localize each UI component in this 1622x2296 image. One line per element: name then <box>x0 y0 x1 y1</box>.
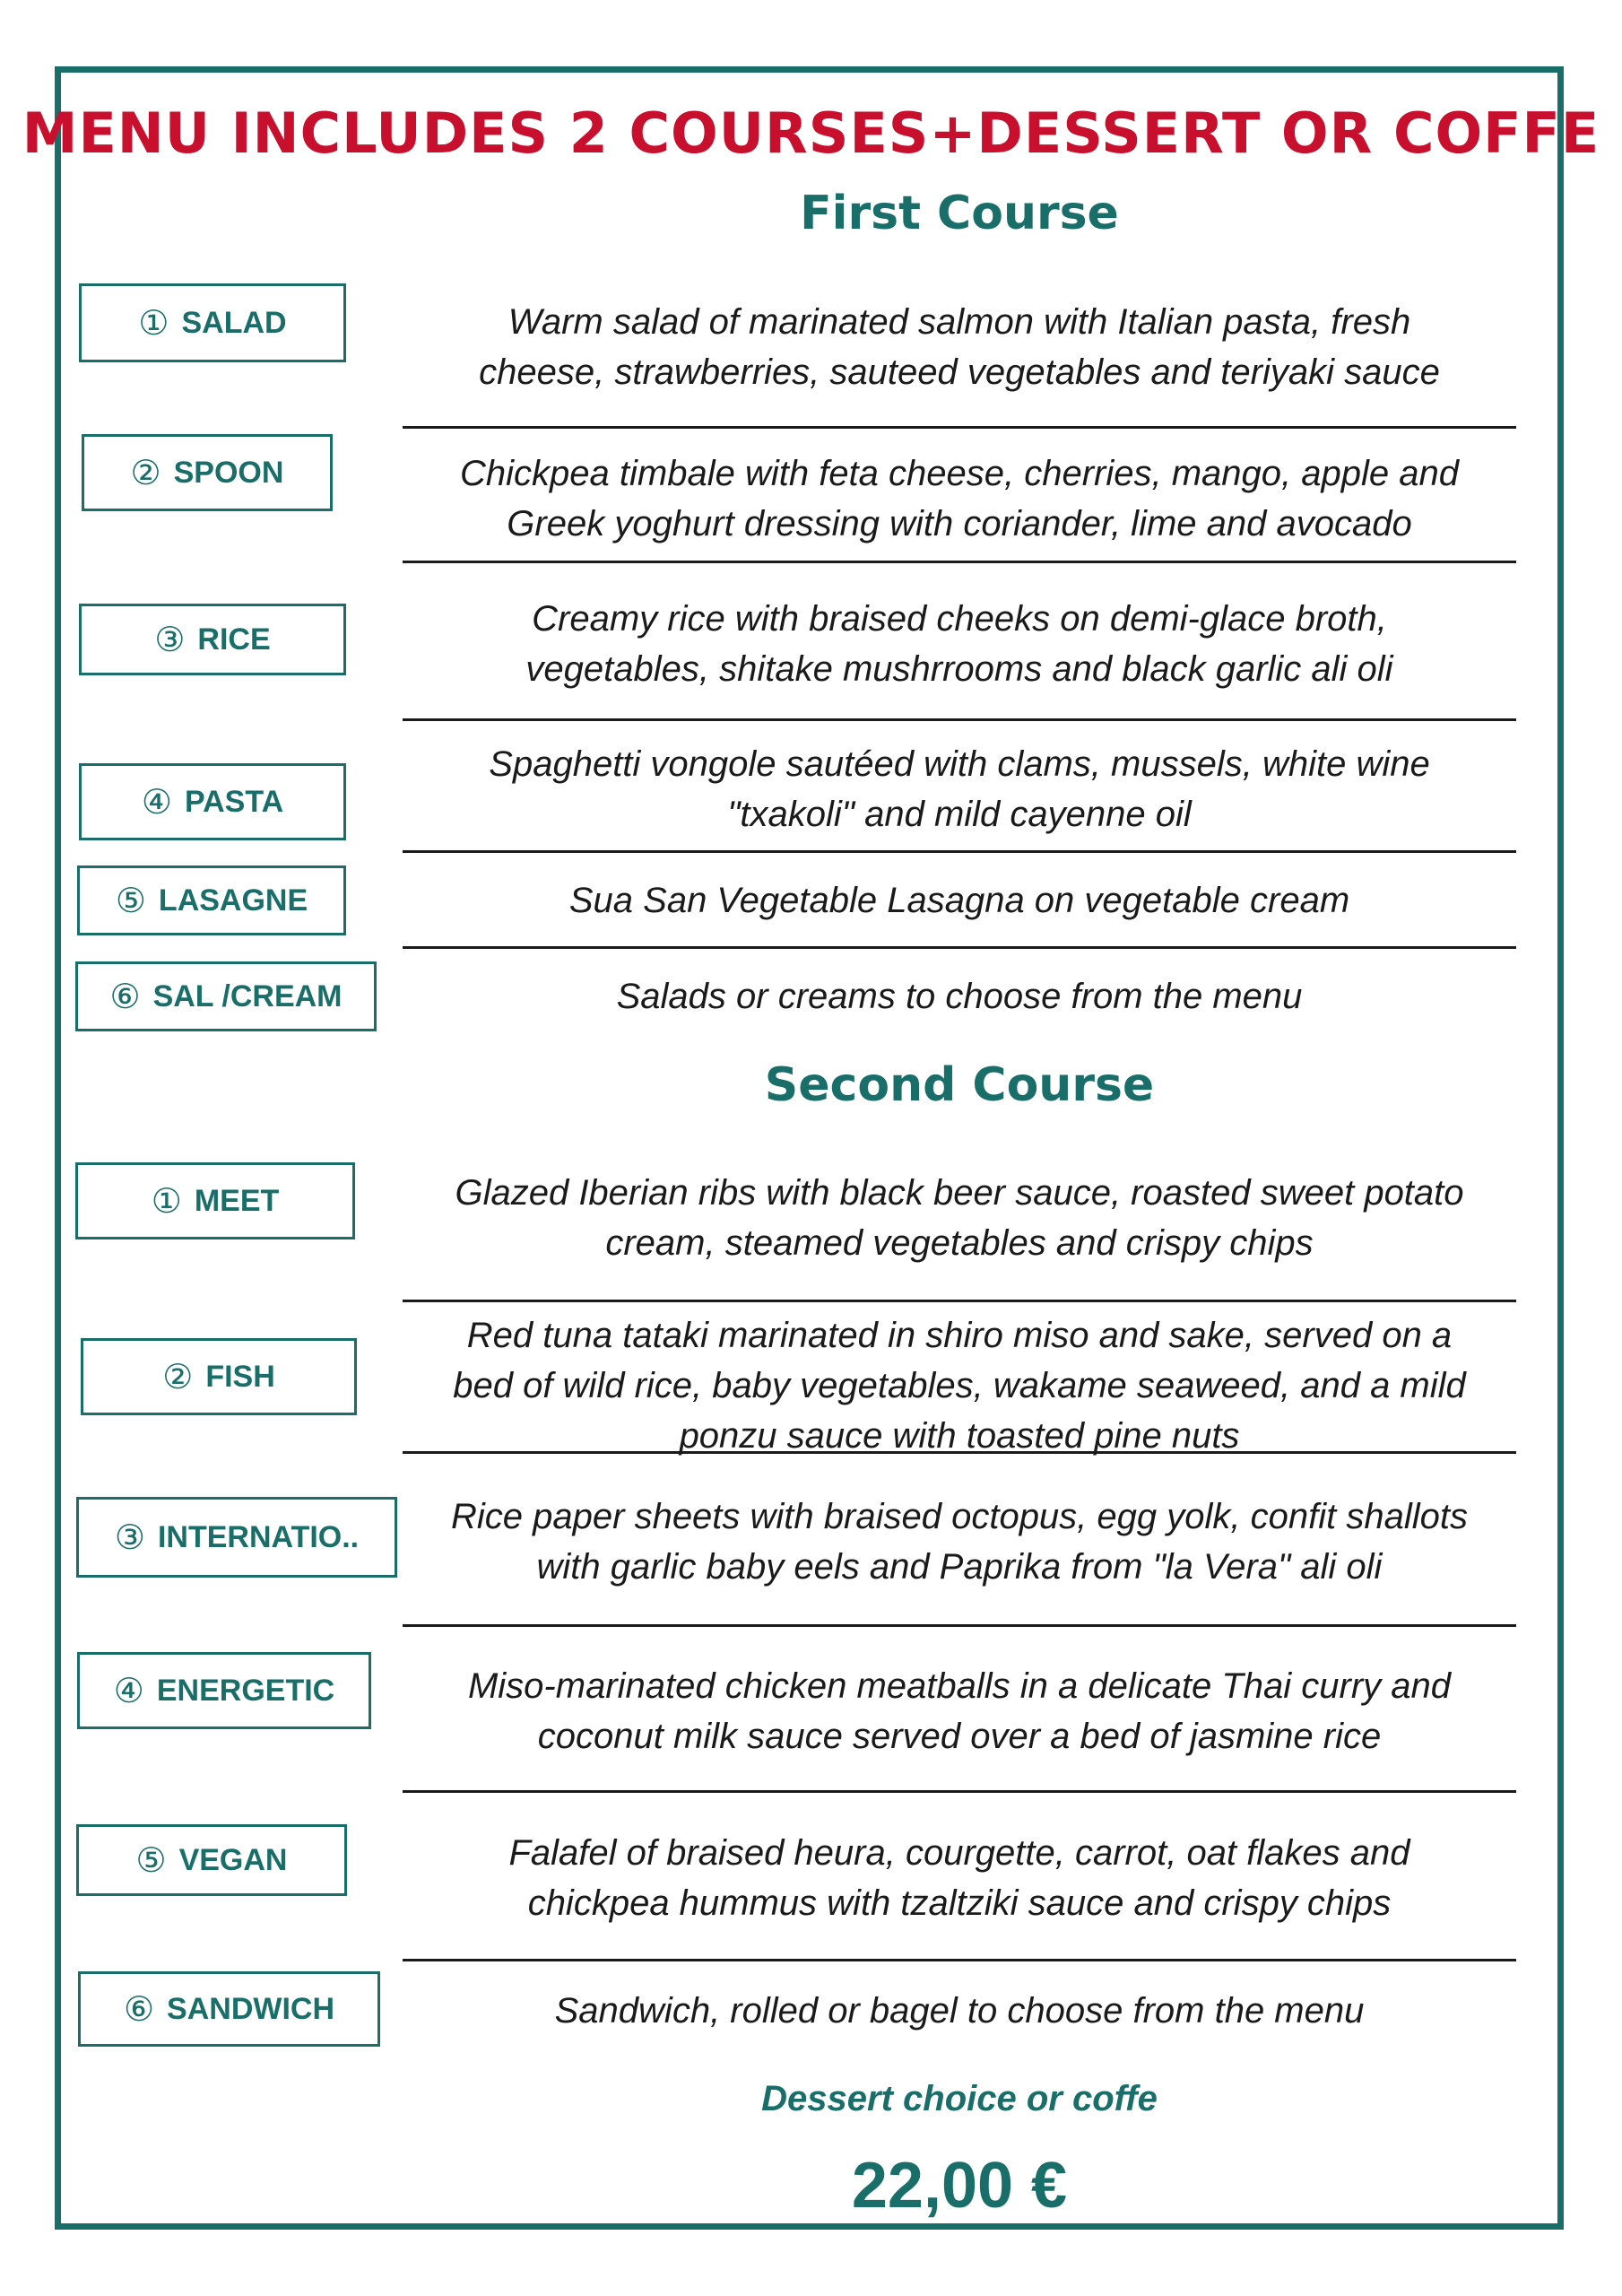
divider <box>403 1624 1516 1627</box>
number-badge: ③ <box>114 1518 145 1557</box>
tag-label: PASTA <box>184 784 284 819</box>
tag-label: SPOON <box>173 455 284 490</box>
second-course-desc-meet: Glazed Iberian ribs with black beer sauce, roasted sweet potato cream, steamed vegetables and crispy chips <box>455 1173 1464 1263</box>
number-badge: ② <box>162 1358 194 1396</box>
tag-label: SALAD <box>181 305 287 340</box>
tag-label: INTERNATIO.. <box>157 1519 360 1554</box>
second-course-desc-energetic: Miso-marinated chicken meatballs in a delicate Thai curry and coconut milk sauce served over a bed of jasmine rice <box>467 1666 1452 1756</box>
second-course-desc-fish: Red tuna tataki marinated in shiro miso and sake, served on a bed of wild rice, baby vegetables, wakame seaweed, and a mild ponzu sauce with toasted pine nuts <box>453 1316 1466 1456</box>
menu-price: 22,00 € <box>851 2150 1068 2222</box>
number-badge: ⑤ <box>115 882 146 920</box>
first-course-desc-lasagne: Sua San Vegetable Lasagna on vegetable cream <box>568 881 1350 920</box>
second-course-tag-meet <box>75 1162 355 1239</box>
number-badge: ⑥ <box>123 1990 155 2029</box>
number-badge: ② <box>130 454 161 492</box>
tag-label: ENERGETIC <box>156 1673 335 1708</box>
first-course-desc-sal-cream: Salads or creams to choose from the menu <box>616 977 1303 1016</box>
second-course-tag-energetic <box>77 1652 371 1729</box>
tag-label: MEET <box>194 1183 280 1218</box>
divider <box>403 1300 1516 1302</box>
second-course-tag-international <box>76 1497 397 1578</box>
number-badge: ④ <box>141 783 172 822</box>
tag-label: LASAGNE <box>158 883 308 918</box>
number-badge: ③ <box>154 621 186 659</box>
first-course-heading: First Course <box>800 187 1119 240</box>
divider <box>403 946 1516 949</box>
divider <box>403 850 1516 853</box>
second-course-desc-sandwich: Sandwich, rolled or bagel to choose from the menu <box>554 1991 1365 2031</box>
number-badge: ⑤ <box>135 1841 167 1880</box>
first-course-tag-lasagne <box>77 865 346 935</box>
divider <box>403 561 1516 563</box>
first-course-desc-spoon: Chickpea timbale with feta cheese, cherries, mango, apple and Greek yoghurt dressing with coriander, lime and avocado <box>460 454 1459 544</box>
dessert-note: Dessert choice or coffe <box>761 2079 1158 2118</box>
divider <box>403 1790 1516 1793</box>
divider <box>403 718 1516 721</box>
tag-label: SANDWICH <box>167 1991 335 2026</box>
second-course-heading: Second Course <box>764 1058 1155 1112</box>
second-course-desc-vegan: Falafel of braised heura, courgette, carrot, oat flakes and chickpea hummus with tzaltziki sauce and crispy chips <box>508 1833 1410 1923</box>
tag-label: SAL /CREAM <box>152 978 343 1013</box>
first-course-desc-rice: Creamy rice with braised cheeks on demi-glace broth, vegetables, shitake mushrrooms and black garlic ali oli <box>525 599 1393 689</box>
divider <box>403 426 1516 429</box>
second-course-tag-vegan <box>76 1824 347 1896</box>
divider <box>403 1451 1516 1454</box>
first-course-desc-salad: Warm salad of marinated salmon with Italian pasta, fresh cheese, strawberries, sauteed vegetables and teriyaki sauce <box>479 302 1440 392</box>
first-course-desc-pasta: Spaghetti vongole sautéed with clams, mussels, white wine "txakoli" and mild cayenne oil <box>489 744 1430 834</box>
divider <box>403 1959 1516 1961</box>
number-badge: ① <box>151 1182 182 1221</box>
first-course-tag-salad <box>79 283 346 362</box>
number-badge: ⑥ <box>109 978 141 1016</box>
second-course-desc-international: Rice paper sheets with braised octopus, egg yolk, confit shallots with garlic baby eels and Paprika from "la Vera" ali oli <box>451 1497 1468 1587</box>
second-course-tag-fish <box>81 1338 357 1415</box>
menu-title: MENU INCLUDES 2 COURSES+DESSERT OR COFFE <box>22 100 1600 166</box>
number-badge: ① <box>138 304 169 343</box>
first-course-tag-pasta <box>79 763 346 840</box>
tag-label: RICE <box>197 622 271 657</box>
first-course-tag-spoon <box>82 434 333 511</box>
number-badge: ④ <box>113 1672 144 1710</box>
tag-label: FISH <box>205 1359 275 1394</box>
tag-label: VEGAN <box>178 1842 288 1877</box>
first-course-tag-sal-cream <box>75 961 377 1031</box>
first-course-tag-rice <box>79 604 346 675</box>
second-course-tag-sandwich <box>78 1971 380 2047</box>
